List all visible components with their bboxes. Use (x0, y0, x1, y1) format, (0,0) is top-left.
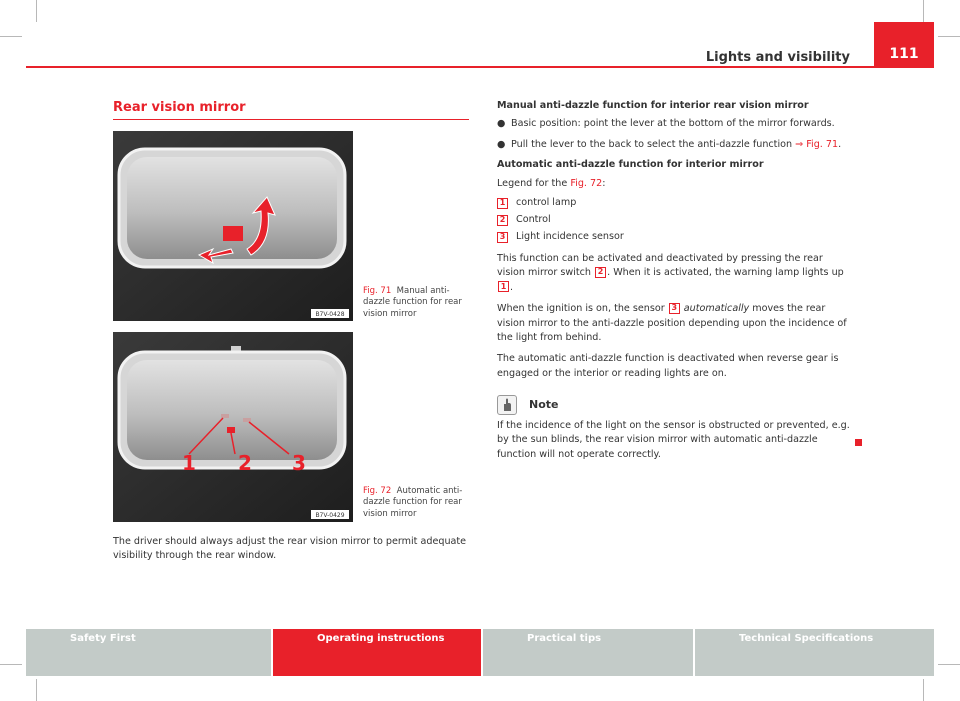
figure-72-image (113, 332, 353, 522)
figure-link[interactable]: Fig. 72 (570, 177, 603, 189)
bullet-symbol: ● (497, 138, 506, 150)
note-text: If the incidence of the light on the sensor is obstructed or prevented, e.g. by the sun blinds, the rear vision mirror with automatic anti-dazzle function will not operate correctly. (497, 420, 850, 460)
bullet-text: Pull the lever to the back to select the anti-dazzle function (511, 138, 793, 150)
legend-intro: Legend for the Fig. 72: (497, 177, 606, 189)
legend-number: 3 (497, 232, 508, 243)
crop-mark (36, 679, 37, 701)
manual-heading: Manual anti-dazzle function for interior rear vision mirror (497, 100, 809, 111)
crop-mark (938, 36, 960, 37)
callout-1: 1 (182, 451, 196, 475)
legend-number: 2 (497, 215, 508, 226)
legend-number: 1 (497, 198, 508, 209)
tab-practical-tips[interactable]: Practical tips (483, 629, 695, 676)
automatic-heading: Automatic anti-dazzle function for interior mirror (497, 159, 764, 171)
figure-link[interactable]: ⇒ Fig. 71 (795, 138, 839, 150)
section-title: Rear vision mirror (113, 100, 246, 115)
section-rule (113, 119, 469, 120)
page-number: 111 (874, 22, 934, 66)
legend-list (497, 195, 853, 246)
tab-safety-first[interactable]: Safety First (26, 629, 273, 676)
figure-72 (113, 332, 353, 522)
bullet-item (497, 117, 853, 131)
legend-item (497, 212, 853, 229)
footer-nav (26, 629, 934, 676)
figure-72-caption-text: Automatic anti-dazzle function for rear vision mirror (363, 486, 463, 519)
crop-mark (0, 664, 22, 665)
legend-item (497, 195, 853, 212)
inline-number: 2 (595, 267, 606, 278)
crop-mark (923, 679, 924, 701)
figure-71-label: Fig. 71 (363, 286, 392, 296)
inline-number: 1 (498, 281, 509, 292)
right-column (497, 99, 853, 462)
legend-label: Control (516, 214, 551, 226)
tab-operating-instructions[interactable]: Operating instructions (273, 629, 483, 676)
crop-mark (923, 0, 924, 22)
crop-mark (36, 0, 37, 22)
bullet-item: ● Pull the lever to the back to select the anti-dazzle function ⇒ Fig. 71. (497, 138, 853, 152)
legend-label: control lamp (516, 197, 577, 209)
legend-item (497, 229, 853, 246)
figure-72-caption (363, 486, 469, 520)
figure-71 (113, 131, 353, 321)
intro-paragraph: The driver should always adjust the rear vision mirror to permit adequate visibility through the rear window. (113, 536, 467, 562)
crop-mark (938, 664, 960, 665)
paragraph-activation: This function can be activated and deactivated by pressing the rear vision mirror switch 2 . When it is activated, the warning lamp lights up 1 . (497, 252, 844, 293)
inline-number: 3 (669, 303, 680, 314)
note-header (497, 395, 853, 415)
crop-mark (0, 36, 22, 37)
tab-technical-specifications[interactable]: Technical Specifications (695, 629, 934, 676)
callout-3: 3 (292, 451, 306, 475)
figure-71-caption-text: Manual anti-dazzle function for rear vision mirror (363, 286, 462, 319)
header-title: Lights and visibility (705, 50, 850, 65)
figure-71-caption (363, 286, 469, 320)
figure-71-code: B7V-0428 (315, 311, 345, 318)
bullet-text: Basic position: point the lever at the bottom of the mirror forwards. (511, 118, 835, 130)
legend-label: Light incidence sensor (516, 231, 624, 243)
note-icon (497, 395, 517, 415)
figure-71-image (113, 131, 353, 321)
end-of-section-mark (855, 439, 862, 446)
header-rule (26, 66, 934, 68)
bullet-symbol: ● (497, 118, 506, 130)
paragraph-sensor: When the ignition is on, the sensor 3 automatically moves the rear vision mirror to the anti-dazzle position depending upon the incidence of the light from behind. (497, 303, 847, 343)
paragraph-deactivation: The automatic anti-dazzle function is deactivated when reverse gear is engaged or the interior or reading lights are on. (497, 353, 839, 379)
figure-72-label: Fig. 72 (363, 486, 392, 496)
note-title: Note (529, 397, 559, 411)
figure-72-code: B7V-0429 (315, 512, 345, 519)
callout-2: 2 (238, 451, 252, 475)
